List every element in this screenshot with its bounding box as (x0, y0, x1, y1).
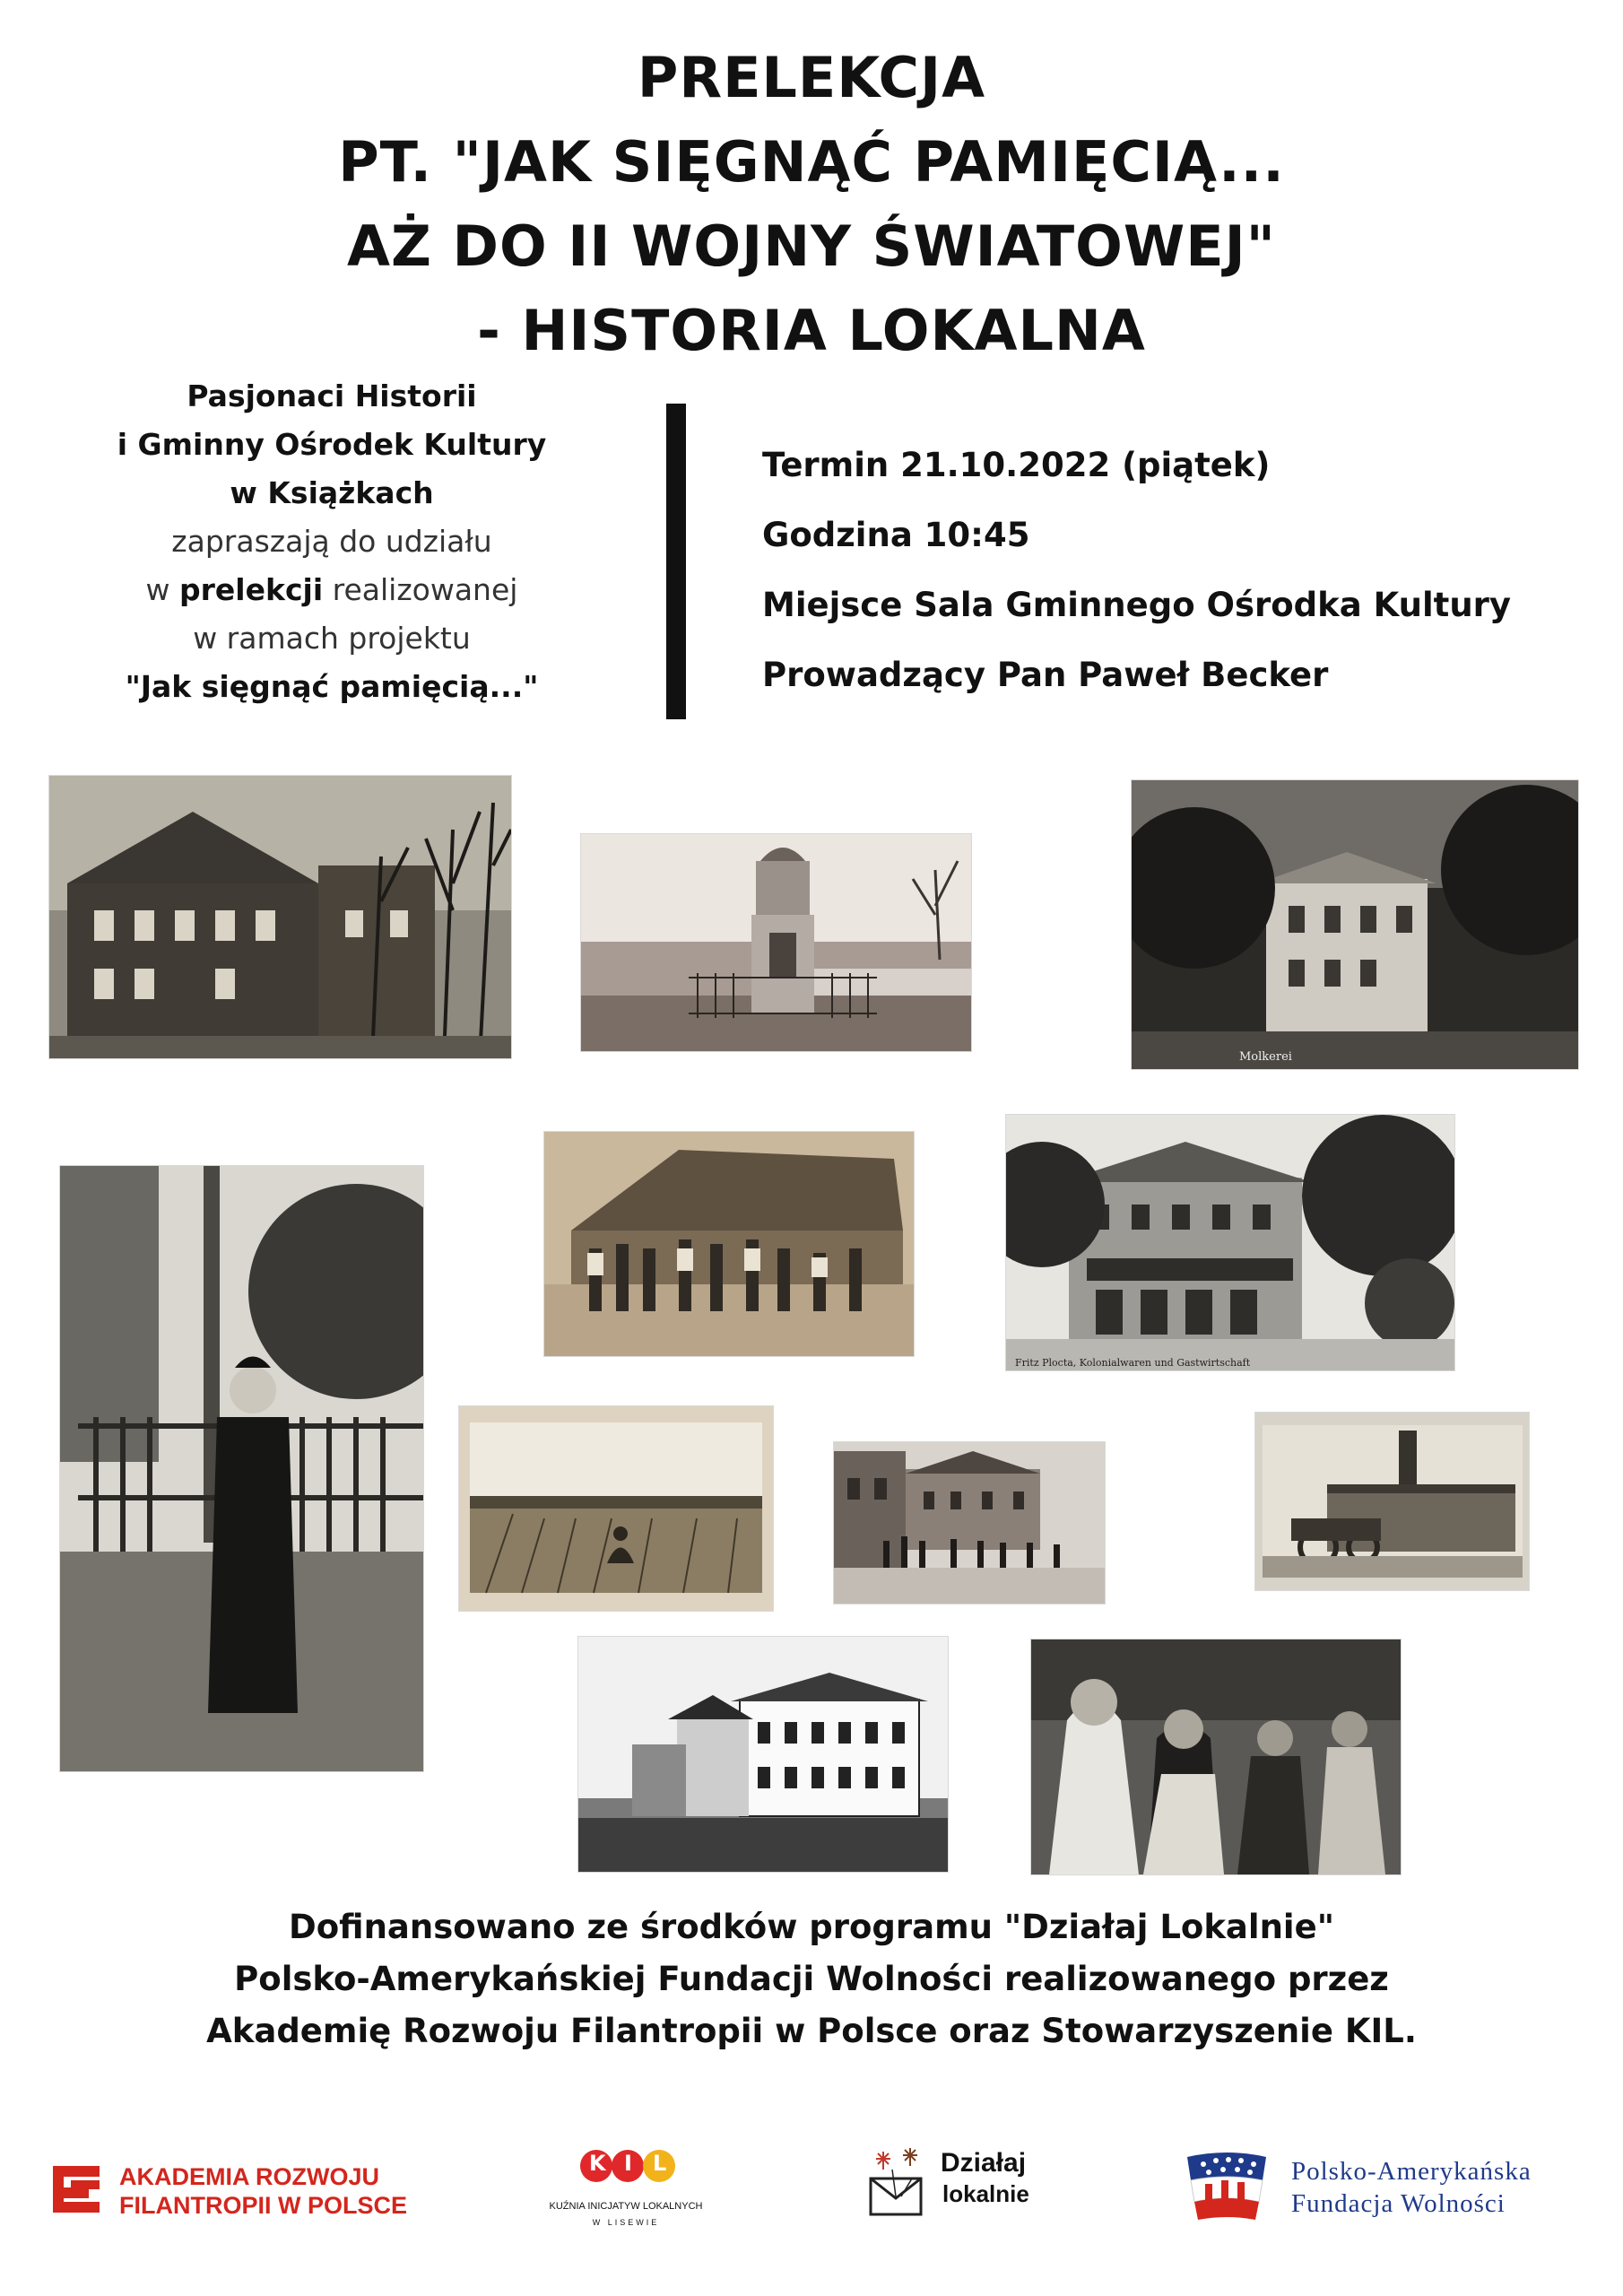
arfp-logo (49, 2157, 435, 2222)
intro-line-5-c: realizowanej (323, 572, 518, 607)
dl-line-2: lokalnie (942, 2180, 1029, 2207)
event-date: Termin 21.10.2022 (piątek) (762, 446, 1271, 484)
title-line-4: - HISTORIA LOKALNA (477, 298, 1146, 363)
kil-letter-k: K (589, 2151, 606, 2176)
arfp-line-1: AKADEMIA ROZWOJU (119, 2163, 379, 2190)
paf-logo (1182, 2148, 1603, 2229)
intro-line-2: i Gminny Ośrodek Kultury (117, 427, 547, 462)
intro-line-5 (54, 566, 610, 614)
kil-letter-l: L (653, 2151, 667, 2176)
funding-line-2: Polsko-Amerykańskiej Fundacji Wolności realizowanego przez (234, 1960, 1389, 1998)
kil-line-1: KUŹNIA INICJATYW LOKALNYCH (549, 2201, 703, 2212)
paf-line-2: Fundacja Wolności (1291, 2189, 1506, 2218)
photo-molkerei (1132, 780, 1578, 1069)
title-line-3: AŻ DO II WOJNY ŚWIATOWEJ" (347, 213, 1276, 279)
photo-folk-dancers (544, 1132, 914, 1356)
photo-village-street (834, 1442, 1105, 1604)
kil-logo (536, 2139, 716, 2238)
dzialaj-lokalnie-logo (865, 2139, 1045, 2229)
event-host: Prowadzący Pan Paweł Becker (762, 656, 1329, 694)
vertical-divider (666, 404, 686, 719)
photo-colonial-shop (1006, 1115, 1454, 1370)
photo-brickworks (1255, 1413, 1529, 1590)
funding-line-3: Akademię Rozwoju Filantropii w Polsce oraz Stowarzyszenie KIL. (206, 2012, 1417, 2050)
intro-line-5-bold: prelekcji (179, 572, 324, 607)
title-line-2: PT. "JAK SIĘGNĄĆ PAMIĘCIĄ... (338, 129, 1285, 195)
intro-line-4: zapraszają do udziału (171, 524, 492, 559)
paf-line-1: Polsko-Amerykańska (1291, 2157, 1532, 2186)
arfp-line-2: FILANTROPII W POLSCE (119, 2192, 407, 2219)
intro-line-5-a: w (145, 572, 180, 607)
dl-line-1: Działaj (941, 2148, 1027, 2178)
funding-line-1: Dofinansowano ze środków programu "Działaj Lokalnie" (289, 1908, 1334, 1946)
title-line-1: PRELEKCJA (637, 45, 986, 110)
photo-school-building (578, 1637, 948, 1872)
event-time: Godzina 10:45 (762, 516, 1030, 554)
event-place: Miejsce Sala Gminnego Ośrodka Kultury (762, 586, 1512, 624)
funding-statement (0, 1901, 1623, 2057)
photo-harvest-field (459, 1406, 773, 1611)
intro-line-7: "Jak sięgnąć pamięcią..." (125, 669, 539, 704)
event-details (762, 430, 1569, 710)
intro-line-3: w Książkach (230, 475, 434, 510)
paf-flag-icon (1182, 2148, 1271, 2223)
photo-priest-portrait (60, 1166, 423, 1771)
page-title (0, 36, 1623, 373)
intro-line-1: Pasjonaci Historii (187, 378, 477, 413)
molkerei-caption: Molkerei (1239, 1050, 1292, 1064)
photo-roadside-chapel (581, 834, 971, 1051)
photo-brick-building (49, 776, 511, 1058)
intro-line-6: w ramach projektu (193, 621, 471, 656)
dandelion-icon (865, 2143, 937, 2223)
arfp-mark-icon (49, 2162, 103, 2216)
shop-caption: Fritz Plocta, Kolonialwaren und Gastwirtschaft (1015, 1357, 1251, 1369)
invitation-text (54, 372, 610, 711)
kil-letter-i: I (624, 2151, 632, 2176)
kil-line-2: W LISEWIE (592, 2218, 660, 2227)
photo-clergy-procession (1031, 1639, 1401, 1874)
